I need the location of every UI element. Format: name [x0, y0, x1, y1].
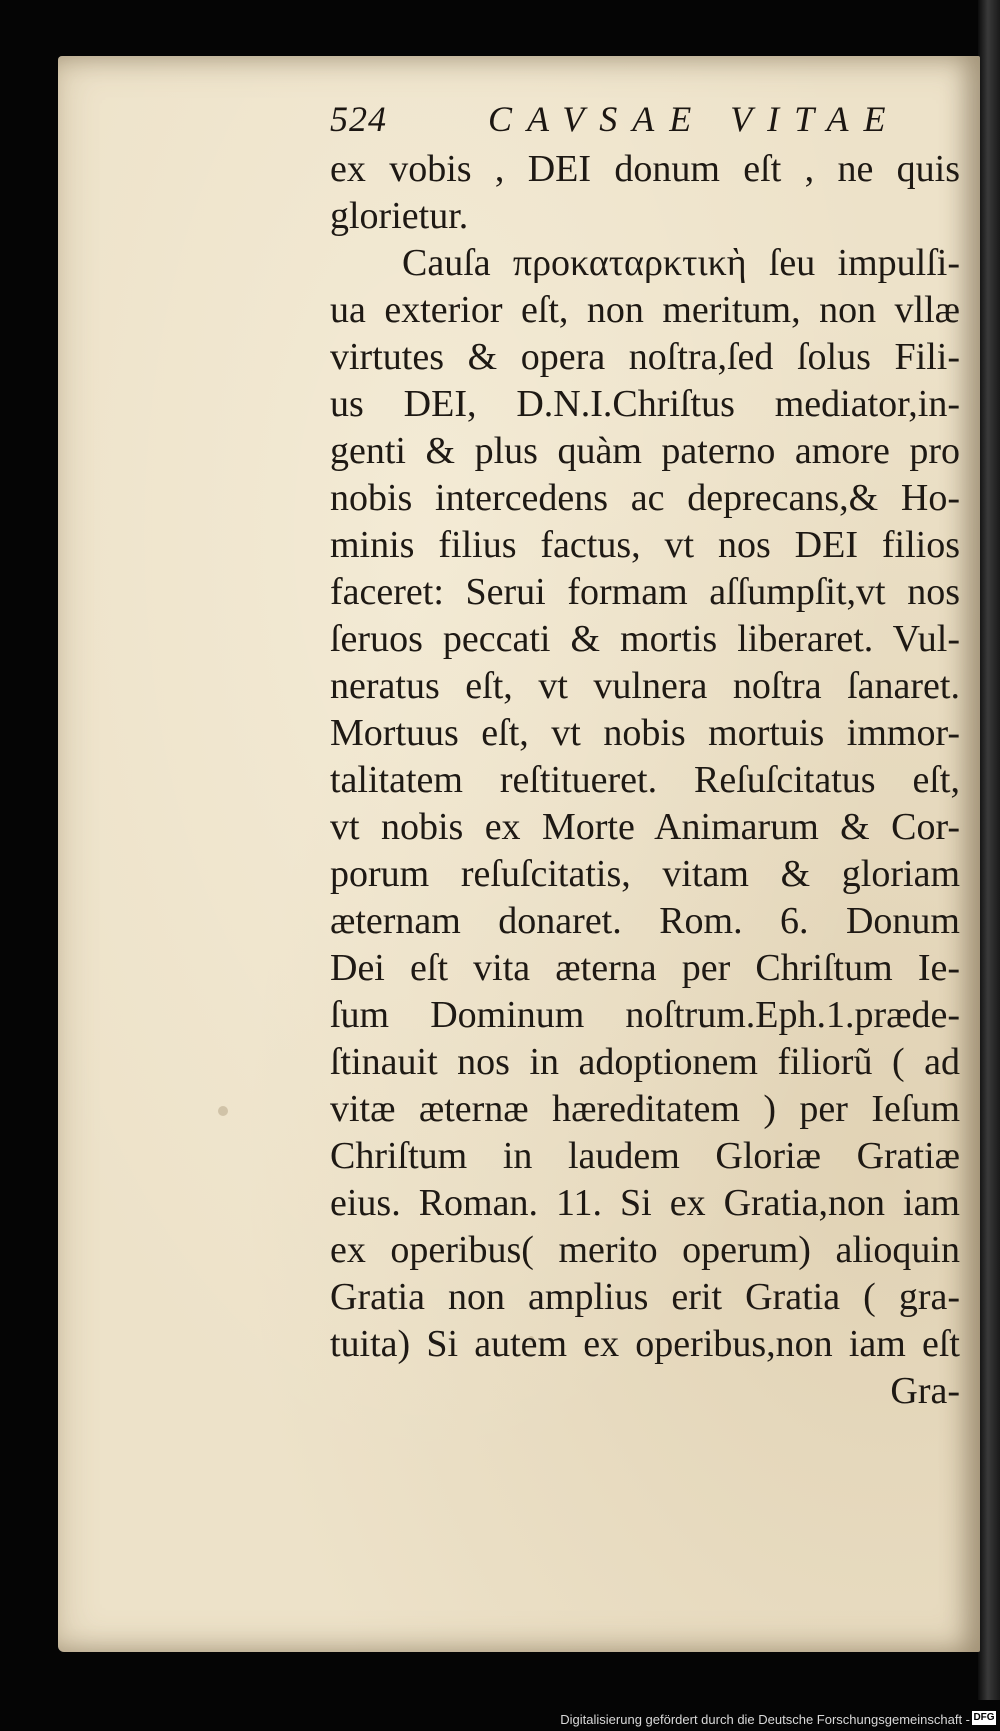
text-line: porum reſuſcitatis, vitam & gloriam: [330, 853, 960, 895]
text-line: virtutes & opera noſtra,ſed ſolus Fili-: [330, 336, 960, 378]
text-line: ua exterior eſt, non meritum, non vllæ: [330, 289, 960, 331]
text-line: us DEI, D.N.I.Chriſtus mediator,in-: [330, 383, 960, 425]
text-line: neratus eſt, vt vulnera noſtra ſanaret.: [330, 665, 960, 707]
text-line: vitæ æternæ hæreditatem ) per Ieſum: [330, 1088, 960, 1130]
page-number: 524: [330, 99, 387, 139]
catchword: Gra-: [890, 1370, 960, 1412]
text-line: ſeruos peccati & mortis liberaret. Vul-: [330, 618, 960, 660]
text-line: genti & plus quàm paterno amore pro: [330, 430, 960, 472]
running-title: CAVSAE VITAE: [488, 99, 901, 139]
main-text-block: [330, 146, 960, 1446]
text-line: Mortuus eſt, vt nobis mortuis immor-: [330, 712, 960, 754]
text-line: Chriſtum in laudem Gloriæ Gratiæ: [330, 1135, 960, 1177]
text-line: vt nobis ex Morte Animarum & Cor-: [330, 806, 960, 848]
text-line: minis filius factus, vt nos DEI filios: [330, 524, 960, 566]
text-line: Gratia non amplius erit Gratia ( gra-: [330, 1276, 960, 1318]
text-line: ſtinauit nos in adoptionem filiorũ ( ad: [330, 1041, 960, 1083]
book-spine-edge: [978, 0, 1000, 1700]
text-line: ſum Dominum noſtrum.Eph.1.præde-: [330, 994, 960, 1036]
funding-note: Digitalisierung gefördert durch die Deutsche Forschungsgemeinschaft -: [560, 1712, 970, 1727]
text-line: eius. Roman. 11. Si ex Gratia,non iam: [330, 1182, 960, 1224]
text-line: faceret: Serui formam aſſumpſit,vt nos: [330, 571, 960, 613]
text-line: tuita) Si autem ex operibus,non iam eſt: [330, 1323, 960, 1365]
text-line: æternam donaret. Rom. 6. Donum: [330, 900, 960, 942]
dfg-logo: DFG: [973, 1712, 995, 1723]
text-line: nobis intercedens ac deprecans,& Ho-: [330, 477, 960, 519]
text-line: ex vobis , DEI donum eſt , ne quis: [330, 148, 960, 190]
text-line: talitatem reſtitueret. Reſuſcitatus eſt,: [330, 759, 960, 801]
text-line: Cauſa προκαταρκτικὴ ſeu impulſi-: [402, 242, 960, 284]
text-line: ex operibus( merito operum) alioquin: [330, 1229, 960, 1271]
text-line: Dei eſt vita æterna per Chriſtum Ie-: [330, 947, 960, 989]
paper-stain: [218, 1106, 228, 1116]
text-line: glorietur.: [330, 195, 469, 237]
